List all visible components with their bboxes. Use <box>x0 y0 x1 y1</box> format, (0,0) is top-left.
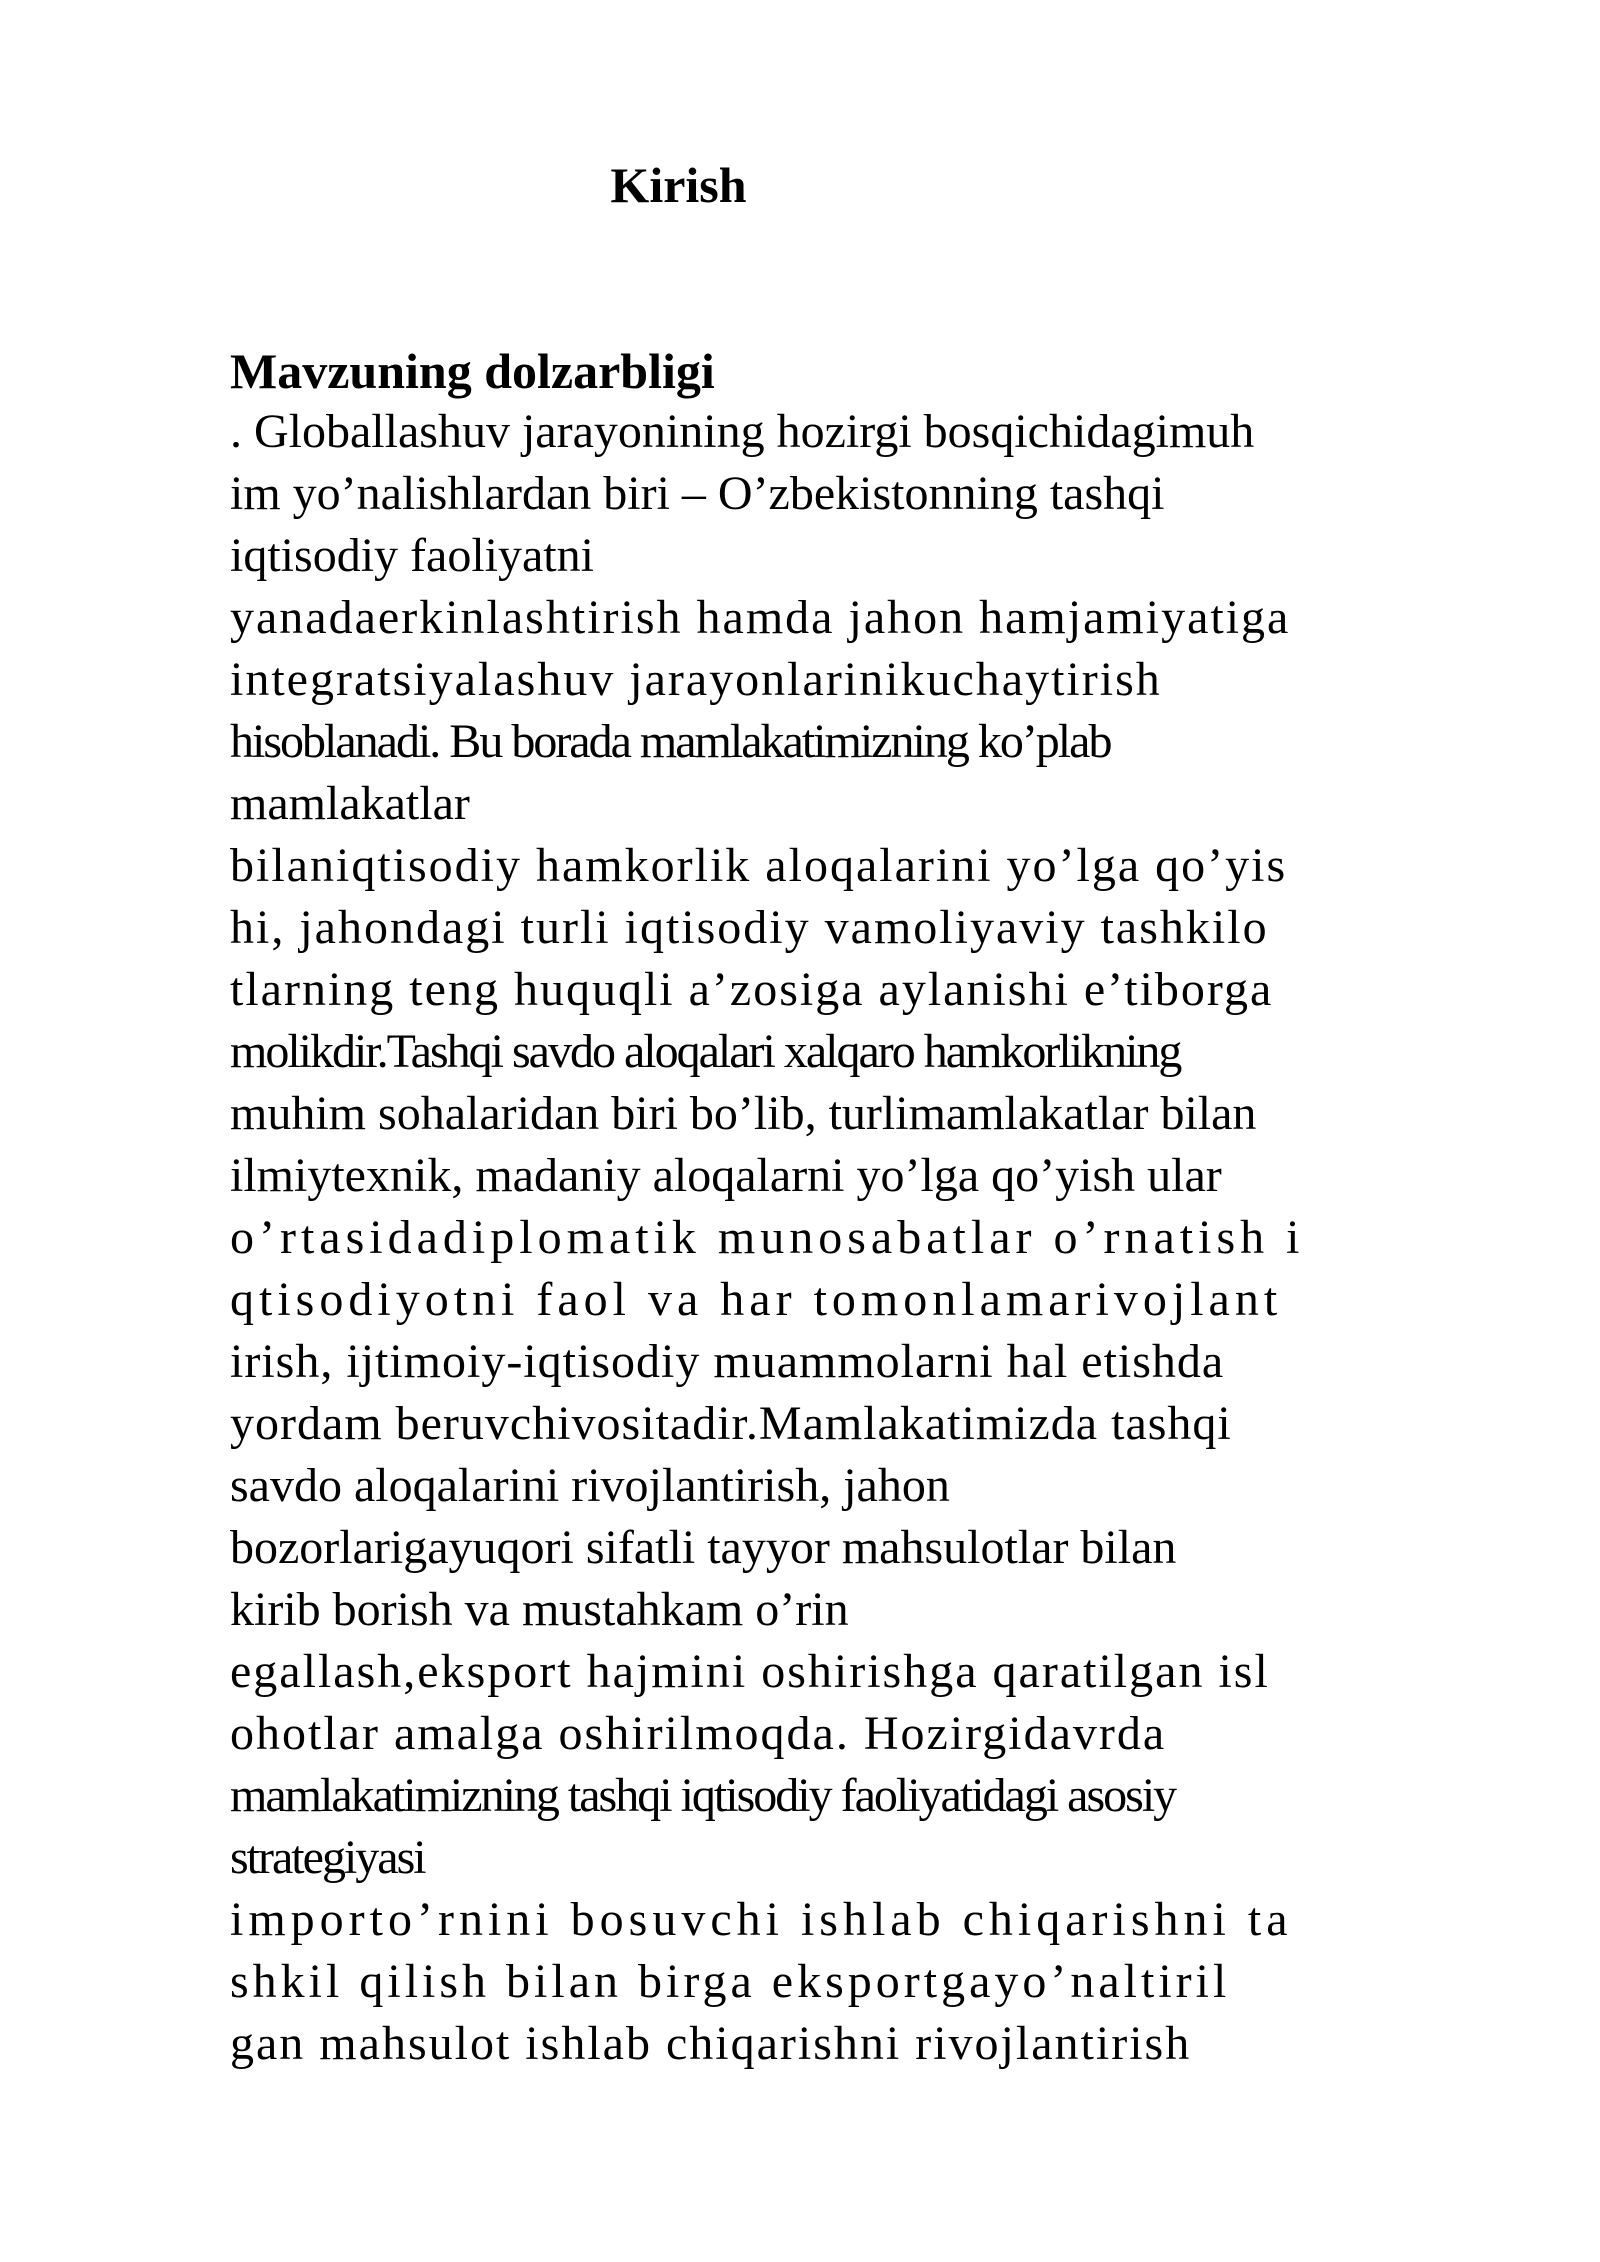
text-line: hisoblanadi. Bu borada mamlakatimizning ko’plab <box>230 715 1111 768</box>
text-line: bilaniqtisodiy hamkorlik aloqalarini yo’lga qo’yis <box>230 839 1288 892</box>
document-title: Kirish <box>610 157 747 213</box>
text-line: im yo’nalishlardan biri – O’zbekistonning tashqi <box>230 467 1165 520</box>
text-line: kirib borish va mustahkam o’rin <box>230 1583 849 1636</box>
text-line: qtisodiyotni faol va har tomonlamarivojlant <box>230 1273 1283 1326</box>
text-line: iqtisodiy faoliyatni <box>230 529 594 582</box>
text-line: gan mahsulot ishlab chiqarishni rivojlantirish <box>230 2017 1192 2070</box>
text-line: shkil qilish bilan birga eksportgayo’naltiril <box>230 1955 1231 2008</box>
text-line: hi, jahondagi turli iqtisodiy vamoliyaviy tashkilo <box>230 901 1269 954</box>
section-heading: Mavzuning dolzarbligi <box>230 343 715 399</box>
text-line: importo’rnini bosuvchi ishlab chiqarishni ta <box>230 1893 1293 1946</box>
text-line: integratsiyalashuv jarayonlarinikuchaytirish <box>230 653 1162 706</box>
text-line: strategiyasi <box>230 1831 425 1884</box>
text-line: mamlakatimizning tashqi iqtisodiy faoliyatidagi asosiy <box>230 1769 1176 1822</box>
text-line: bozorlarigayuqori sifatli tayyor mahsulotlar bilan <box>230 1521 1177 1574</box>
text-line: o’rtasidadiplomatik munosabatlar o’rnatish i <box>230 1211 1305 1264</box>
text-line: yordam beruvchivositadir.Mamlakatimizda tashqi <box>230 1397 1232 1450</box>
text-line: yanadaerkinlashtirish hamda jahon hamjamiyatiga <box>230 591 1291 644</box>
text-line: irish, ijtimoiy-iqtisodiy muammolarni hal etishda <box>230 1335 1225 1388</box>
text-line: ilmiytexnik, madaniy aloqalarni yo’lga qo’yish ular <box>230 1149 1222 1202</box>
text-line: tlarning teng huquqli a’zosiga aylanishi e’tiborga <box>230 963 1274 1016</box>
text-line: . Globallashuv jarayonining hozirgi bosqichidagimuh <box>230 405 1255 458</box>
text-line: molikdir.Tashqi savdo aloqalari xalqaro hamkorlikning <box>230 1025 1181 1078</box>
text-line: egallash,eksport hajmini oshirishga qaratilgan isl <box>230 1645 1270 1698</box>
text-line: muhim sohalaridan biri bo’lib, turlimamlakatlar bilan <box>230 1087 1257 1140</box>
text-line: savdo aloqalarini rivojlantirish, jahon <box>230 1459 950 1512</box>
text-line: mamlakatlar <box>230 777 470 830</box>
text-line: ohotlar amalga oshirilmoqda. Hozirgidavrda <box>230 1707 1167 1760</box>
